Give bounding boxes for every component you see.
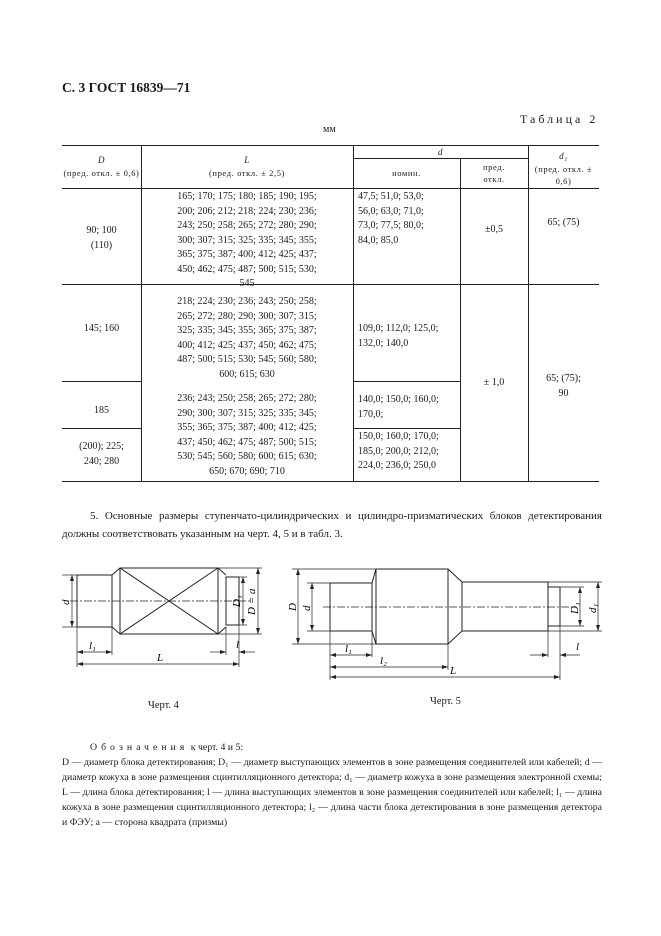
table-row-2-L: 218; 224; 230; 236; 243; 250; 258; 265; 272; 280; 290; 300; 307; 315; 325; 335; 345; 355; 365; 375; 387; 400; 412; 425; 437; 450; 462; 475; 487; 500; 515; 530; 545; 560; 580; 600; 615; 630 bbox=[177, 296, 317, 380]
col-L-label: L bbox=[244, 155, 250, 165]
table-row-34-L: 236; 243; 250; 258; 265; 272; 280; 290; 300; 307; 315; 325; 335; 345; 355; 365; 375; 387; 400; 412; 425; 437; 450; 462; 475; 487; 500; 515; 530; 545; 560; 580; 600; 615; 630; 650; 670; 690; 710 bbox=[177, 393, 317, 477]
fig4-label-l: l bbox=[236, 639, 240, 651]
designations-legend bbox=[62, 740, 602, 830]
fig4-label-Da: D = a bbox=[246, 588, 258, 615]
fig5-label-D1: D₁ bbox=[569, 602, 581, 614]
table-rows-24-tol: ± 1,0 bbox=[483, 377, 505, 388]
figure-5-drawing bbox=[287, 555, 610, 685]
table-row-2-d: 109,0; 112,0; 125,0; 132,0; 140,0 bbox=[358, 323, 439, 349]
col-d-label: d bbox=[437, 147, 444, 157]
table-row-1-L: 165; 170; 175; 180; 185; 190; 195; 200; 206; 212; 218; 224; 230; 236; 243; 250; 258; 265; 272; 280; 290; 300; 307; 315; 325; 335; 345; 355; 365; 375; 387; 400; 412; 425; 437; 450; 462; 475; 487; 500; 515; 530; 545 bbox=[177, 191, 317, 289]
figure-4-drawing bbox=[60, 555, 275, 675]
fig5-label-d1: d₁ bbox=[587, 603, 599, 613]
col-L-tolerance: (пред. откл. ± 2,5) bbox=[209, 168, 285, 179]
figure-5-caption: Черт. 5 bbox=[430, 696, 461, 707]
table-rows-24-d1: 65; (75); 90 bbox=[546, 373, 581, 399]
notes-lead-rest: к черт. 4 и 5: bbox=[188, 742, 244, 753]
table-row-4-d: 150,0; 160,0; 170,0; 185,0; 200,0; 212,0; 224,0; 236,0; 250,0 bbox=[358, 431, 439, 471]
col-d-nominal: номин. bbox=[392, 168, 421, 178]
col-D-label: D bbox=[97, 155, 106, 165]
table-row-3-D: 185 bbox=[94, 405, 109, 416]
table-row-3-d: 140,0; 150,0; 160,0; 170,0; bbox=[358, 394, 439, 420]
figure-4-caption: Черт. 4 bbox=[148, 700, 179, 711]
table-row-1-tol: ±0,5 bbox=[485, 224, 503, 235]
col-d-tol-2: откл. bbox=[483, 174, 505, 185]
table-row-2-D: 145; 160 bbox=[83, 323, 120, 334]
table-row-1-d: 47,5; 51,0; 53,0; 56,0; 63,0; 71,0; 73,0; 77,5; 80,0; 84,0; 85,0 bbox=[358, 191, 424, 246]
col-d1-label: d₁ bbox=[559, 151, 568, 161]
fig4-label-d: d bbox=[60, 599, 72, 605]
fig5-label-l2: l₂ bbox=[380, 655, 387, 667]
notes-lead: Обозначения bbox=[90, 742, 189, 753]
table-row-1-d1: 65; (75) bbox=[547, 217, 580, 228]
fig4-label-L: L bbox=[157, 652, 164, 664]
fig4-label-l1: l₁ bbox=[89, 640, 96, 652]
fig5-label-L: L bbox=[450, 665, 457, 677]
paragraph-5: 5. Основные размеры ступенчато-цилиндрических и цилиндро-призматических блоков детектирования должны соответствовать указанным на черт. 4, 5 и в табл. 3. bbox=[62, 510, 602, 540]
col-D-tolerance: (пред. откл. ± 0,6) bbox=[63, 168, 140, 179]
fig5-label-l: l bbox=[576, 641, 580, 653]
table-row-4-D: (200); 225; 240; 280 bbox=[79, 441, 124, 467]
fig5-right-element bbox=[548, 587, 560, 626]
table-units: мм bbox=[323, 124, 336, 135]
notes-body: D — диаметр блока детектирования; D₁ — диаметр выступающих элементов в зоне размещения соединителей или кабелей; d — диаметр кожуха в зоне размещения сцинтилляционного детектора; d₁ — диаметр кожуха в зоне размещения электронной схемы; L — длина блока детектирования; l — длина выступающих элементов в зоне размещения соединителей или кабелей; l₁ — длина кожуха в зоне размещения сцинтилляционного детектора; l₂ — длина части блока детектирования в зоне размещения детектора и ФЭУ; a — сторона квадрата (призмы) bbox=[62, 757, 602, 828]
col-d-tol-1: пред. bbox=[483, 162, 505, 172]
table-caption: Таблица 2 bbox=[520, 112, 599, 126]
fig5-label-d: d bbox=[301, 605, 313, 611]
fig4-label-D1: D₁ bbox=[231, 595, 243, 607]
page-header: С. 3 ГОСТ 16839—71 bbox=[62, 80, 191, 95]
fig5-label-D: D bbox=[287, 603, 299, 611]
col-d1-tolerance: (пред. откл. ± 0,6) bbox=[534, 164, 593, 187]
fig5-label-l1: l₁ bbox=[345, 643, 352, 655]
table-row-1-D: 90; 100 (110) bbox=[86, 225, 117, 251]
